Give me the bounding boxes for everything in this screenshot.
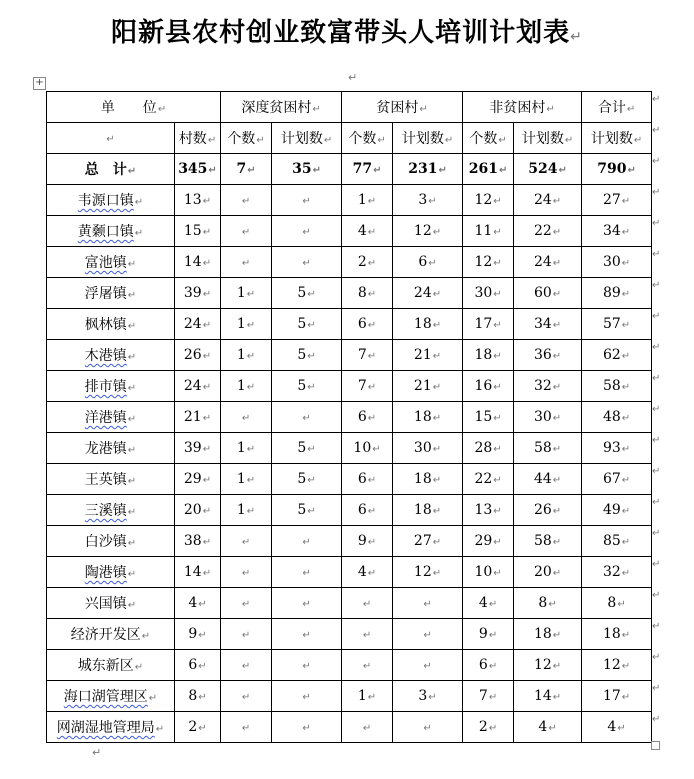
total-nonpoor-count: 261↵ <box>463 154 514 185</box>
cell-poor-plan: 21↵ <box>393 371 463 402</box>
cell-nonpoor-count: 18↵ <box>463 340 514 371</box>
row-end-mark-icon: ↵ <box>652 280 661 291</box>
cell-nonpoor-count: 13↵ <box>463 495 514 526</box>
cell-deep-count: 1↵ <box>221 433 272 464</box>
cell-nonpoor-count: 9↵ <box>463 619 514 650</box>
town-name: 龙港镇↵ <box>47 433 175 464</box>
cell-nonpoor-plan: 36↵ <box>514 340 582 371</box>
cell-deep-plan: ↵ <box>272 557 342 588</box>
cell-villages: 8↵ <box>175 681 221 712</box>
cell-villages: 29↵ <box>175 464 221 495</box>
row-end-mark-icon: ↵ <box>652 435 661 446</box>
cell-total-plan: 58↵ <box>582 371 652 402</box>
paragraph-mark-icon: ↵ <box>92 746 102 759</box>
cell-nonpoor-count: 11↵ <box>463 216 514 247</box>
total-label: 总 计↵ <box>47 154 175 185</box>
cell-villages: 21↵ <box>175 402 221 433</box>
cell-total-plan: 49↵ <box>582 495 652 526</box>
cell-deep-count: ↵ <box>221 650 272 681</box>
cell-nonpoor-count: 29↵ <box>463 526 514 557</box>
cell-nonpoor-plan: 24↵ <box>514 247 582 278</box>
cell-total-plan: 30↵ <box>582 247 652 278</box>
cell-poor-count: 6↵ <box>342 402 393 433</box>
header-unit: 单 位↵ <box>47 92 221 123</box>
cell-total-plan: 4↵ <box>582 712 652 743</box>
town-name: 枫林镇↵ <box>47 309 175 340</box>
cell-deep-plan: ↵ <box>272 619 342 650</box>
cell-deep-plan: ↵ <box>272 588 342 619</box>
cell-nonpoor-count: 17↵ <box>463 309 514 340</box>
cell-poor-plan: 3↵ <box>393 681 463 712</box>
row-end-mark-icon: ↵ <box>652 249 661 260</box>
cell-poor-plan: ↵ <box>393 588 463 619</box>
cell-nonpoor-plan: 14↵ <box>514 681 582 712</box>
cell-nonpoor-plan: 18↵ <box>514 619 582 650</box>
cell-nonpoor-count: 7↵ <box>463 681 514 712</box>
table-row <box>47 557 652 588</box>
cell-deep-count: ↵ <box>221 247 272 278</box>
cell-nonpoor-plan: 20↵ <box>514 557 582 588</box>
cell-villages: 14↵ <box>175 557 221 588</box>
row-end-mark-icon: ↵ <box>652 125 661 136</box>
cell-deep-count: ↵ <box>221 681 272 712</box>
header-non-poor-village: 非贫困村↵ <box>463 92 582 123</box>
cell-deep-count: ↵ <box>221 588 272 619</box>
total-row <box>47 154 652 185</box>
cell-total-plan: 32↵ <box>582 557 652 588</box>
header-total: 合计↵ <box>582 92 652 123</box>
header-blank: ↵ <box>47 123 175 154</box>
cell-deep-plan: ↵ <box>272 247 342 278</box>
cell-nonpoor-plan: 32↵ <box>514 371 582 402</box>
cell-villages: 26↵ <box>175 340 221 371</box>
town-name: 网湖湿地管理局↵ <box>47 712 175 743</box>
cell-poor-plan: 12↵ <box>393 557 463 588</box>
cell-total-plan: 8↵ <box>582 588 652 619</box>
cell-deep-plan: ↵ <box>272 712 342 743</box>
cell-villages: 39↵ <box>175 278 221 309</box>
cell-poor-plan: ↵ <box>393 712 463 743</box>
cell-deep-plan: ↵ <box>272 650 342 681</box>
cell-deep-plan: 5↵ <box>272 371 342 402</box>
table-resize-handle-icon[interactable] <box>651 741 660 750</box>
cell-deep-count: 1↵ <box>221 371 272 402</box>
total-poor-plan: 231↵ <box>393 154 463 185</box>
document-title <box>0 12 694 49</box>
cell-deep-count: ↵ <box>221 185 272 216</box>
cell-nonpoor-count: 2↵ <box>463 712 514 743</box>
cell-nonpoor-count: 30↵ <box>463 278 514 309</box>
cell-total-plan: 67↵ <box>582 464 652 495</box>
cell-poor-count: 7↵ <box>342 371 393 402</box>
cell-deep-plan: 5↵ <box>272 495 342 526</box>
cell-poor-plan: 21↵ <box>393 340 463 371</box>
cell-poor-plan: 18↵ <box>393 464 463 495</box>
cell-deep-count: ↵ <box>221 619 272 650</box>
header-nonpoor-plan: 计划数↵ <box>514 123 582 154</box>
document-title-text: 阳新县农村创业致富带头人培训计划表 <box>111 18 571 48</box>
town-name: 白沙镇↵ <box>47 526 175 557</box>
cell-villages: 24↵ <box>175 309 221 340</box>
cell-poor-count: ↵ <box>342 650 393 681</box>
total-deep-plan: 35↵ <box>272 154 342 185</box>
town-name: 黄颡口镇↵ <box>47 216 175 247</box>
cell-poor-count: 9↵ <box>342 526 393 557</box>
cell-deep-plan: 5↵ <box>272 278 342 309</box>
row-end-mark-icon: ↵ <box>652 652 661 663</box>
cell-total-plan: 27↵ <box>582 185 652 216</box>
town-name: 三溪镇↵ <box>47 495 175 526</box>
cell-villages: 14↵ <box>175 247 221 278</box>
row-end-mark-icon: ↵ <box>652 94 661 105</box>
total-total-plan: 790↵ <box>582 154 652 185</box>
cell-deep-plan: ↵ <box>272 681 342 712</box>
town-name: 浮屠镇↵ <box>47 278 175 309</box>
row-end-mark-icon: ↵ <box>652 404 661 415</box>
cell-villages: 39↵ <box>175 433 221 464</box>
row-end-mark-icon: ↵ <box>652 311 661 322</box>
cell-total-plan: 48↵ <box>582 402 652 433</box>
cell-poor-count: ↵ <box>342 619 393 650</box>
cell-deep-plan: 5↵ <box>272 433 342 464</box>
cell-poor-count: 2↵ <box>342 247 393 278</box>
table-row <box>47 247 652 278</box>
cell-poor-plan: 24↵ <box>393 278 463 309</box>
cell-nonpoor-count: 6↵ <box>463 650 514 681</box>
town-name: 韦源口镇↵ <box>47 185 175 216</box>
total-poor-count: 77↵ <box>342 154 393 185</box>
table-row <box>47 216 652 247</box>
header-row-2 <box>47 123 652 154</box>
cell-villages: 38↵ <box>175 526 221 557</box>
cell-nonpoor-plan: 24↵ <box>514 185 582 216</box>
cell-total-plan: 34↵ <box>582 216 652 247</box>
cell-poor-plan: 6↵ <box>393 247 463 278</box>
table-row <box>47 309 652 340</box>
cell-deep-count: 1↵ <box>221 309 272 340</box>
table-row <box>47 340 652 371</box>
table-row <box>47 371 652 402</box>
cell-total-plan: 85↵ <box>582 526 652 557</box>
cell-poor-plan: ↵ <box>393 650 463 681</box>
cell-nonpoor-plan: 58↵ <box>514 526 582 557</box>
cell-deep-plan: 5↵ <box>272 340 342 371</box>
cell-villages: 15↵ <box>175 216 221 247</box>
cell-poor-plan: ↵ <box>393 619 463 650</box>
table-row <box>47 402 652 433</box>
row-end-mark-icon: ↵ <box>652 621 661 632</box>
cell-villages: 13↵ <box>175 185 221 216</box>
header-total-plan: 计划数↵ <box>582 123 652 154</box>
paragraph-mark-icon: ↵ <box>348 71 358 84</box>
row-end-mark-icon: ↵ <box>652 714 661 725</box>
cell-poor-count: 6↵ <box>342 309 393 340</box>
cell-nonpoor-count: 12↵ <box>463 185 514 216</box>
cell-nonpoor-plan: 58↵ <box>514 433 582 464</box>
table-row <box>47 464 652 495</box>
town-name: 木港镇↵ <box>47 340 175 371</box>
row-end-mark-icon: ↵ <box>652 466 661 477</box>
header-village-count: 村数↵ <box>175 123 221 154</box>
cell-deep-plan: ↵ <box>272 185 342 216</box>
table-move-handle-icon[interactable]: + <box>33 77 46 90</box>
cell-deep-plan: ↵ <box>272 526 342 557</box>
cell-deep-count: ↵ <box>221 402 272 433</box>
cell-poor-count: 1↵ <box>342 681 393 712</box>
town-name: 王英镇↵ <box>47 464 175 495</box>
cell-poor-plan: 18↵ <box>393 402 463 433</box>
table-row <box>47 185 652 216</box>
training-plan-table <box>46 91 652 743</box>
header-poor-count: 个数↵ <box>342 123 393 154</box>
header-deep-poor-village: 深度贫困村↵ <box>221 92 342 123</box>
cell-poor-plan: 12↵ <box>393 216 463 247</box>
cell-villages: 24↵ <box>175 371 221 402</box>
table-row <box>47 650 652 681</box>
cell-nonpoor-plan: 8↵ <box>514 588 582 619</box>
cell-total-plan: 93↵ <box>582 433 652 464</box>
table-row <box>47 619 652 650</box>
cell-villages: 2↵ <box>175 712 221 743</box>
town-name: 陶港镇↵ <box>47 557 175 588</box>
table-row <box>47 278 652 309</box>
cell-villages: 20↵ <box>175 495 221 526</box>
town-name: 兴国镇↵ <box>47 588 175 619</box>
row-end-mark-icon: ↵ <box>652 528 661 539</box>
cell-nonpoor-count: 22↵ <box>463 464 514 495</box>
cell-villages: 4↵ <box>175 588 221 619</box>
cell-deep-count: ↵ <box>221 216 272 247</box>
row-end-mark-icon: ↵ <box>652 373 661 384</box>
cell-nonpoor-count: 12↵ <box>463 247 514 278</box>
header-deep-plan: 计划数↵ <box>272 123 342 154</box>
cell-total-plan: 57↵ <box>582 309 652 340</box>
cell-deep-count: 1↵ <box>221 464 272 495</box>
cell-poor-count: 6↵ <box>342 464 393 495</box>
total-villages: 345↵ <box>175 154 221 185</box>
cell-deep-count: ↵ <box>221 557 272 588</box>
table-row <box>47 495 652 526</box>
table-row <box>47 526 652 557</box>
cell-deep-count: ↵ <box>221 712 272 743</box>
cell-deep-plan: ↵ <box>272 402 342 433</box>
cell-poor-count: 8↵ <box>342 278 393 309</box>
town-name: 排市镇↵ <box>47 371 175 402</box>
cell-poor-count: 10↵ <box>342 433 393 464</box>
table-row <box>47 712 652 743</box>
town-name: 海口湖管理区↵ <box>47 681 175 712</box>
cell-poor-count: 7↵ <box>342 340 393 371</box>
header-row-1 <box>47 92 652 123</box>
cell-nonpoor-plan: 30↵ <box>514 402 582 433</box>
cell-nonpoor-plan: 26↵ <box>514 495 582 526</box>
cell-deep-count: 1↵ <box>221 340 272 371</box>
cell-deep-count: 1↵ <box>221 278 272 309</box>
table-row <box>47 588 652 619</box>
cell-nonpoor-count: 28↵ <box>463 433 514 464</box>
cell-poor-count: ↵ <box>342 712 393 743</box>
cell-deep-plan: ↵ <box>272 216 342 247</box>
cell-nonpoor-count: 15↵ <box>463 402 514 433</box>
cell-nonpoor-count: 16↵ <box>463 371 514 402</box>
row-end-mark-icon: ↵ <box>652 342 661 353</box>
cell-nonpoor-plan: 4↵ <box>514 712 582 743</box>
cell-poor-count: 6↵ <box>342 495 393 526</box>
row-end-mark-icon: ↵ <box>652 497 661 508</box>
row-end-mark-icon: ↵ <box>652 187 661 198</box>
header-nonpoor-count: 个数↵ <box>463 123 514 154</box>
cell-poor-plan: 30↵ <box>393 433 463 464</box>
cell-nonpoor-count: 4↵ <box>463 588 514 619</box>
town-name: 富池镇↵ <box>47 247 175 278</box>
total-nonpoor-plan: 524↵ <box>514 154 582 185</box>
header-poor-plan: 计划数↵ <box>393 123 463 154</box>
row-end-mark-icon: ↵ <box>652 683 661 694</box>
cell-deep-plan: 5↵ <box>272 464 342 495</box>
cell-nonpoor-plan: 12↵ <box>514 650 582 681</box>
cell-villages: 9↵ <box>175 619 221 650</box>
cell-deep-plan: 5↵ <box>272 309 342 340</box>
cell-nonpoor-plan: 44↵ <box>514 464 582 495</box>
cell-villages: 6↵ <box>175 650 221 681</box>
paragraph-mark-icon: ↵ <box>570 29 583 45</box>
cell-total-plan: 62↵ <box>582 340 652 371</box>
town-name: 城东新区↵ <box>47 650 175 681</box>
town-name: 经济开发区↵ <box>47 619 175 650</box>
cell-total-plan: 89↵ <box>582 278 652 309</box>
town-name: 洋港镇↵ <box>47 402 175 433</box>
cell-poor-plan: 3↵ <box>393 185 463 216</box>
cell-deep-count: 1↵ <box>221 495 272 526</box>
cell-poor-count: 4↵ <box>342 557 393 588</box>
row-end-mark-icon: ↵ <box>652 590 661 601</box>
cell-poor-count: ↵ <box>342 588 393 619</box>
cell-nonpoor-plan: 22↵ <box>514 216 582 247</box>
cell-total-plan: 18↵ <box>582 619 652 650</box>
cell-total-plan: 12↵ <box>582 650 652 681</box>
cell-nonpoor-count: 10↵ <box>463 557 514 588</box>
cell-poor-count: 1↵ <box>342 185 393 216</box>
row-end-mark-icon: ↵ <box>652 156 661 167</box>
row-end-mark-icon: ↵ <box>652 559 661 570</box>
header-deep-count: 个数↵ <box>221 123 272 154</box>
cell-poor-plan: 18↵ <box>393 495 463 526</box>
table-row <box>47 433 652 464</box>
cell-poor-plan: 18↵ <box>393 309 463 340</box>
header-poor-village: 贫困村↵ <box>342 92 463 123</box>
cell-total-plan: 17↵ <box>582 681 652 712</box>
cell-nonpoor-plan: 34↵ <box>514 309 582 340</box>
cell-poor-count: 4↵ <box>342 216 393 247</box>
cell-poor-plan: 27↵ <box>393 526 463 557</box>
row-end-mark-icon: ↵ <box>652 218 661 229</box>
total-deep-count: 7↵ <box>221 154 272 185</box>
cell-deep-count: ↵ <box>221 526 272 557</box>
cell-nonpoor-plan: 60↵ <box>514 278 582 309</box>
table-row <box>47 681 652 712</box>
